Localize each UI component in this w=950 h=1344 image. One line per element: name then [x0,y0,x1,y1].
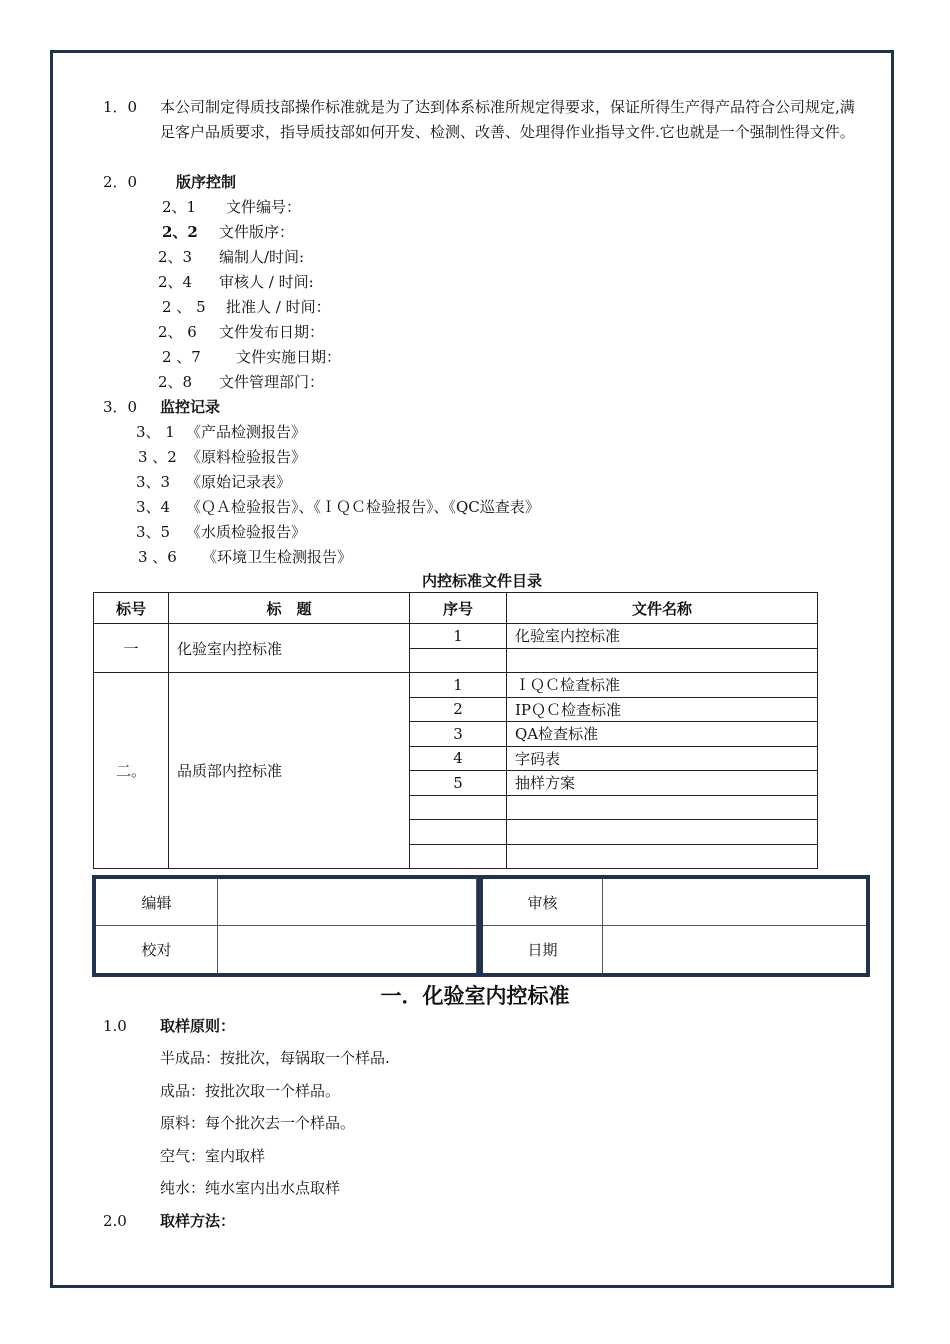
row-seq: 2 [410,697,507,722]
version-control-number: 2．0 [103,173,138,191]
group-mark: 一 [94,624,169,673]
version-item-label: 批准人 / 时间： [226,298,331,316]
proofread-field[interactable] [218,926,477,973]
version-item-num: 2 、 5 [162,298,206,316]
record-item-label: 《原料检验报告》 [186,448,307,466]
version-item-label: 编制人/时间: [219,248,305,266]
version-item-num: 2、3 [158,248,193,266]
version-item-label: 文件发布日期： [219,323,325,341]
edit-field[interactable] [218,879,477,926]
sampling-item: 半成品：按批次，每锅取一个样品. [160,1049,390,1067]
sampling-item: 成品：按批次取一个样品。 [160,1082,341,1100]
date-label: 日期 [483,926,603,973]
group-mark: 二。 [94,673,169,869]
group-title: 品质部内控标准 [169,673,410,869]
record-item-num: 3 、2 [138,448,177,466]
index-table-title: 内控标准文件目录 [421,572,542,590]
row-seq [410,648,507,673]
review-field[interactable] [603,879,866,926]
date-field[interactable] [603,926,866,973]
header-mark: 标号 [94,593,169,624]
record-item-label: 《产品检测报告》 [186,423,307,441]
version-control-heading: 版序控制 [176,173,237,191]
row-seq: 3 [410,722,507,747]
sampling-item: 原料：每个批次去一个样品。 [160,1114,356,1132]
header-file-name: 文件名称 [507,593,818,624]
row-file-name [507,820,818,845]
row-seq [410,844,507,869]
sampling-method-heading: 取样方法： [160,1212,236,1230]
intro-paragraph: 本公司制定得质技部操作标准就是为了达到体系标准所规定得要求，保证所得生产得产品符合公司规定,满足客户品质要求，指导质技部如何开发、检测、改善、处理得作业指导文件.它也就是一个强制性得文件。 [160,98,855,141]
version-item-num: 2、2 [162,223,198,241]
row-seq [410,820,507,845]
review-label: 审核 [483,879,603,926]
row-file-name [507,795,818,820]
row-file-name: QA检查标准 [507,722,818,747]
group-title: 化验室内控标准 [169,624,410,673]
record-item-label: 《水质检验报告》 [186,523,307,541]
row-file-name [507,844,818,869]
version-item-label: 文件版序： [219,223,295,241]
proofread-label: 校对 [96,926,218,973]
table-header-row [94,593,818,624]
version-item-num: 2、 6 [158,323,197,341]
version-item-label: 文件管理部门： [219,373,325,391]
version-item-num: 2、4 [158,273,193,291]
row-file-name: ＩＱＣ检查标准 [507,673,818,698]
record-item-label: 《ＱＡ检验报告》、《ＩＱＣ检验报告》、《QC巡查表》 [186,498,540,516]
sampling-item: 空气：室内取样 [160,1147,266,1165]
records-number: 3．0 [103,398,138,416]
version-item-num: 2、8 [158,373,193,391]
row-seq: 1 [410,673,507,698]
table-row [94,624,818,649]
sampling-method-number: 2.0 [103,1212,127,1230]
sign-box-left [92,875,481,977]
version-item-num: 2、1 [162,198,197,216]
sign-box-right [479,875,870,977]
row-seq: 4 [410,746,507,771]
edit-label: 编辑 [96,879,218,926]
row-file-name: 化验室内控标准 [507,624,818,649]
record-item-num: 3、5 [136,523,171,541]
record-item-num: 3、 1 [136,423,175,441]
sampling-item: 纯水：纯水室内出水点取样 [160,1179,341,1197]
record-item-num: 3、4 [136,498,171,516]
section-title: 一．化验室内控标准 [380,984,570,1008]
record-item-num: 3、3 [136,473,171,491]
sampling-principle-number: 1.0 [103,1017,127,1035]
row-file-name: IPＱＣ检查标准 [507,697,818,722]
row-seq: 5 [410,771,507,796]
table-row [94,673,818,698]
intro-number: 1．0 [103,98,138,116]
version-item-label: 文件实施日期： [236,348,342,366]
row-seq: 1 [410,624,507,649]
record-item-label: 《环境卫生检测报告》 [202,548,353,566]
records-heading: 监控记录 [160,398,221,416]
row-seq [410,795,507,820]
version-item-label: 审核人 / 时间: [219,273,314,291]
header-seq: 序号 [410,593,507,624]
record-item-label: 《原始记录表》 [186,473,292,491]
header-title: 标 题 [169,593,410,624]
row-file-name [507,648,818,673]
record-item-num: 3 、6 [138,548,177,566]
index-table [93,592,818,869]
sampling-principle-heading: 取样原则： [160,1017,236,1035]
row-file-name: 抽样方案 [507,771,818,796]
version-item-label: 文件编号： [226,198,302,216]
row-file-name: 字码表 [507,746,818,771]
version-item-num: 2 、7 [162,348,201,366]
